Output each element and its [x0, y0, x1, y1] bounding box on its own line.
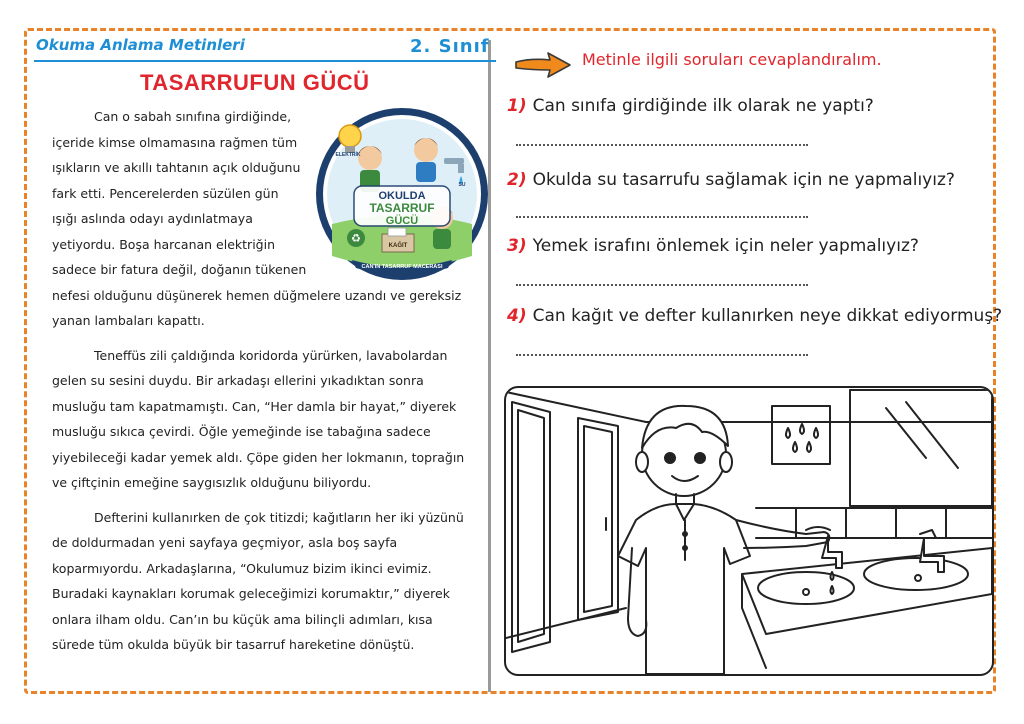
question-1 — [507, 96, 874, 116]
right-arrow-icon — [512, 50, 574, 80]
question-text: Can sınıfa girdiğinde ilk olarak ne yaptı? — [532, 96, 874, 116]
badge-left-label: ELEKTRİK — [335, 152, 361, 158]
question-number: 4) — [507, 306, 527, 326]
story-paragraph-3: Defterini kullanırken de çok titizdi; kağıtların her iki yüzünü de doldurmadan yeni sayfaya geçmiyor, asla boş sayfa koparmıyordu. Arkadaşlarına, “Okulumuz bizim ikinci evimiz. Buradaki kaynakları korumak geleceğimizi korumaktır,” diyerek onlara ilham oldu. Can’ın bu küçük ama bilinçli adımları, kısa sürede tüm okulda büyük bir tasarruf hareketine dönüştü. — [52, 509, 464, 652]
story-body — [52, 104, 472, 658]
header-underline — [34, 60, 496, 62]
badge-line3: GÜCÜ — [385, 215, 419, 227]
question-2 — [507, 170, 955, 190]
story-paragraph-2: Teneffüs zili çaldığında koridorda yürürken, lavabolardan gelen su sesini duydu. Bir arkadaşı ellerini yıkadıktan sonra musluğu tam kapatmamıştı. Can, “Her damla bir hayat,” diyerek musluğu sıkıca çevirdi. Öğle yemeğinde ise tabağına sadece yiyebileceği kadar yemek aldı. Çöpe giden her lokmanın, toprağın ve çiftçinin emeğine saygısızlık olduğunu biliyordu. — [52, 347, 465, 490]
series-label: Okuma Anlama Metinleri — [36, 36, 245, 54]
badge-bottom-text: CAN'IN TASARRUF MACERASI — [361, 264, 443, 270]
question-text: Okulda su tasarrufu sağlamak için ne yapmalıyız? — [532, 170, 955, 190]
question-number: 2) — [507, 170, 527, 190]
grade-label: 2. Sınıf — [410, 36, 490, 57]
story-paragraph-1: Can o sabah sınıfına girdiğinde, içeride kimse olmamasına rağmen tüm ışıkların ve akıllı tahtanın açık olduğunu fark etti. Pencerelerden süzülen gün ışığı aslında odayı aydınlatmaya yetiyordu. Boşa harcanan elektriğin sadece bir fatura değil, doğanın tükenen nefesi olduğunu düşünerek hemen düğmelere uzandı ve gereksiz yanan lambaları kapattı. — [52, 109, 462, 328]
answer-line-1[interactable] — [516, 144, 808, 146]
answer-line-3[interactable] — [516, 284, 808, 286]
conservation-badge-image — [314, 106, 490, 282]
question-number: 3) — [507, 236, 527, 256]
badge-box-label: KAĞIT — [388, 243, 408, 249]
question-text: Yemek israfını önlemek için neler yapmalıyız? — [532, 236, 919, 256]
instruction-text: Metinle ilgili soruları cevaplandıralım. — [582, 50, 882, 69]
question-4 — [507, 306, 1002, 326]
question-text: Can kağıt ve defter kullanırken neye dikkat ediyormuş? — [532, 306, 1003, 326]
question-3 — [507, 236, 919, 256]
badge-line1: OKULDA — [378, 190, 426, 202]
svg-text:♻: ♻ — [351, 232, 361, 245]
answer-line-2[interactable] — [516, 216, 808, 218]
badge-line2: TASARRUF — [369, 201, 435, 215]
boy-closing-faucet-drawing — [506, 388, 992, 674]
question-number: 1) — [507, 96, 527, 116]
coloring-illustration — [504, 386, 994, 676]
recycle-icon — [347, 229, 365, 247]
answer-line-4[interactable] — [516, 354, 808, 356]
badge-right-label: SU — [458, 182, 466, 188]
story-title: TASARRUFUN GÜCÜ — [140, 70, 370, 95]
